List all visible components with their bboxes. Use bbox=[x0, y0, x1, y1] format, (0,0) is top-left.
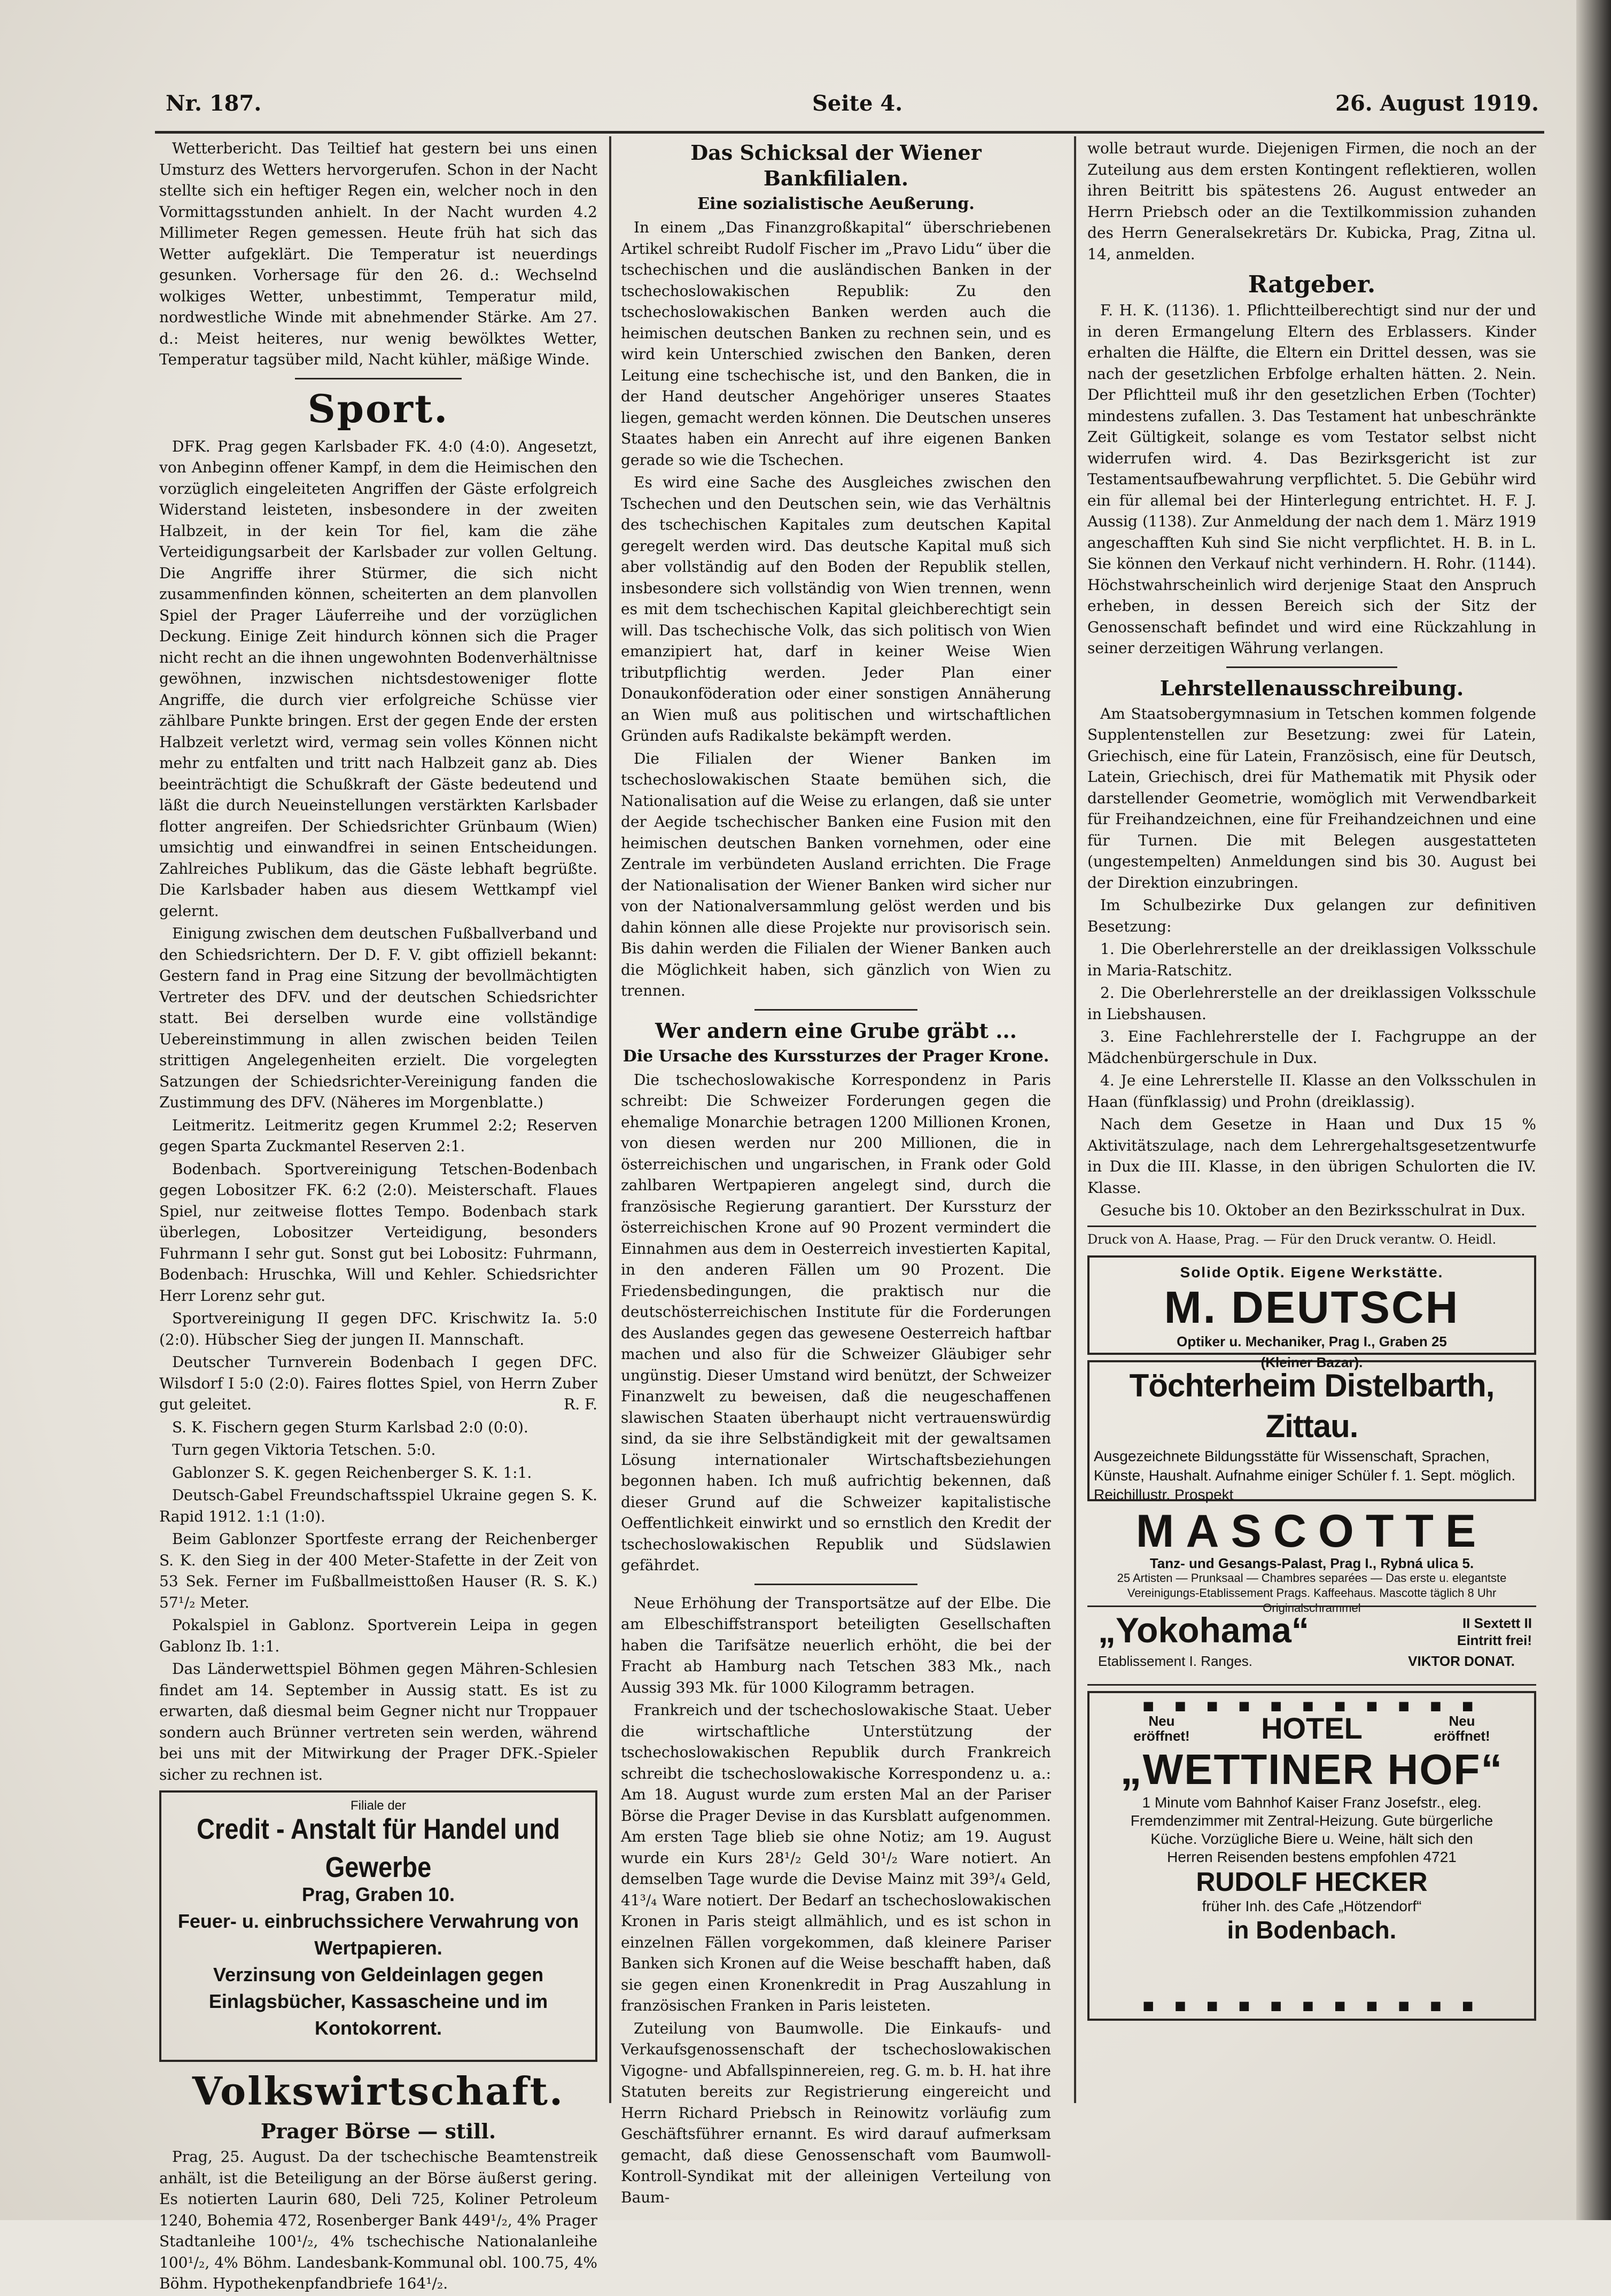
sport-paragraph: Beim Gablonzer Sportfeste errang der Reichenberger S. K. den Sieg in der 400 Meter-Stafette in der Zeit von 53 Sek. Ferner im Fußballmeisttoßen Hauser (R. S. K.) 57¹/₂ Meter. bbox=[159, 1530, 597, 1611]
ad-yoko-title: „Yokohama“ bbox=[1098, 1610, 1309, 1650]
advice-paragraph: F. H. K. (1136). 1. Pflichtteilberechtigt sind nur der und in deren Ermangelung Eltern des Erblassers. Kinder erhalten die Hälfte, die Eltern ein Drittel dessen, was sie nach der gesetzlichen Erbfolge erhalten hätten. 2. Nein. Der Pflichtteil muß ihr den gesetzlichen Erben (Tochter) mindestens zufallen. 3. Das Testament hat unbeschränkte Zeit Gültigkeit, solange es vom Testator selbst nicht widerrufen wird. 4. Das Bezirksgericht ist zur Testamentsaufbewahrung verpflichtet. 5. Die Gebühr wird ein für allemal bei der Hinterlegung entrichtet. H. F. J. Aussig (1138). Zur Anmeldung der nach dem 1. März 1919 angeschafften Kuh sind Sie nicht verpflichtet. H. B. in L. Sie können den Verkauf nicht verhindern. H. Rohr. (1144). Höchstwahrscheinlich wird derjenige Staat den Anspruch erheben, in dessen Bereich sich der Sitz der Genossenschaft befindet und wird eine Rückzahlung in seiner derzeitigen Währung verlangen. bbox=[1087, 301, 1536, 657]
ad-yoko-class: Etablissement I. Ranges. bbox=[1098, 1653, 1253, 1669]
ad-hotel-border-bottom: ■ ■ ■ ■ ■ ■ ■ ■ ■ ■ ■ bbox=[1142, 1995, 1481, 2016]
economy-subheading: Prager Börse — still. bbox=[260, 2119, 496, 2143]
economy-paragraph: Prag, 25. August. Da der tschechische Beamtenstreik anhält, ist die Beteiligung an der Börse äußerst gering. Es notierten Laurin 680, Deli 725, Koliner Petroleum 1240, Bohemia 472, Rosenberger Bank 449¹/₂, 4% Prager Stadtanleihe 100¹/₂, 4% tschechische Nationalanleihe 100¹/₂, 4% Böhm. Landesbank-Kommunal obl. 100.75, 4% Böhm. Hypothekenpfandbriefe 164¹/₂. bbox=[159, 2148, 597, 2292]
article-paragraph: In einem „Das Finanzgroßkapital“ überschriebenen Artikel schreibt Rudolf Fischer im „Pravo Lidu“ über die tschechischen und die ausländischen Banken in der tschechoslowakischen Republik: Zu den tschechoslowakischen Banken werden auch die heimischen deutschen Banken zu rechnen sein, und es wird kein Unterschied zwischen den Banken, deren Leitung eine tschechische ist, und den Banken, die in der Hand deutscher Angehöriger unseres Staates liegen, gemacht werden können. Die Deutschen unseres Staates haben ein Anrecht auf ihre eigenen Banken gerade so wie die Tschechen. bbox=[621, 219, 1051, 469]
sport-paragraph: Turn gegen Viktoria Tetschen. 5:0. bbox=[172, 1441, 436, 1459]
column-divider bbox=[609, 136, 611, 2103]
ad-toechter-text: Ausgezeichnete Bildungsstätte für Wissenschaft, Sprachen, Künste, Haushalt. Aufnahme einiger Schüler f. 1. Sept. möglich. Reichillustr. Prospekt bbox=[1094, 1448, 1516, 1503]
sport-paragraph: DFK. Prag gegen Karlsbader FK. 4:0 (4:0). Angesetzt, von Anbeginn offener Kampf, in dem die Heimischen den vorzüglich eingeleiteten Angriffen der Gäste erfolgreich Widerstand leisteten, insbesondere in der zweiten Halbzeit, in der kein Tor fiel, kam die zähe Verteidigungsarbeit der Karlsbader zur vollen Geltung. Die Angriffe ihrer Stürmer, die sich nicht zusammenfinden können, scheiterten an dem planvollen Spiel der Prager Läuferreihe und der vorzüglichen Deckung. Einige Zeit hindurch können sich die Prager nicht recht an die ihnen ungewohnten Bodenverhältnisse gewöhnen, inzwischen nichtsdestoweniger flotte Angriffe, die durch vier erfolgreiche Schüsse vier zählbare Punkte bringen. Erst der gegen Ende der ersten Halbzeit verletzt wird, vermag sein volles Können nicht mehr zu entfalten und tritt nach Halbzeit ganz ab. Dies beeinträchtigt die Schußkraft der Gäste bedeutend und läßt die durch Neueinstellungen verstärkten Karlsbader flotter angreifen. Der Schiedsrichter Grünbaum (Wien) umsichtig und einwandfrei in seinen Entscheidungen. Zahlreiches Publikum, das die Gäste lebhaft begrüßte. Die Karlsbader haben aus diesem Wettkampf viel gelernt. bbox=[159, 437, 597, 920]
ad-deutsch-name: M. DEUTSCH bbox=[1164, 1282, 1460, 1332]
vacancy-paragraph: Nach dem Gesetze in Haan und Dux 15 % Aktivitätszulage, nach dem Lehrergehaltsgesetzentwurfe in Dux die III. Klasse, in den übrigen Schulorten die IV. Klasse. bbox=[1087, 1115, 1536, 1197]
vacancy-heading: Lehrstellenausschreibung. bbox=[1159, 676, 1464, 700]
ad-toechterheim bbox=[1087, 1360, 1536, 1501]
issue-date: 26. August 1919. bbox=[1335, 91, 1539, 116]
ad-hotel-neu-left: Neu eröffnet! bbox=[1133, 1713, 1190, 1744]
column-middle bbox=[621, 138, 1051, 2209]
sport-paragraph-text: Deutscher Turnverein Bodenbach I gegen DFC. Wilsdorf I 5:0 (2:0). Faires flottes Spiel, von Herrn Zuber gut geleitet. bbox=[159, 1353, 597, 1413]
ad-credit-anstalt bbox=[159, 1790, 597, 2062]
ad-yoko-sub bbox=[1087, 1651, 1536, 1672]
ad-yokohama bbox=[1087, 1605, 1536, 1686]
sport-heading: Sport. bbox=[307, 385, 449, 431]
ad-credit-address: Prag, Graben 10. bbox=[301, 1883, 455, 1905]
article-paragraph: Die Filialen der Wiener Banken im tschechoslowakischen Staate bemühen sich, die Nationalisation auf die Weise zu erlangen, daß sie unter der Aegide tschechischer Banken eine Fusion mit den heimischen deutschen Banken vornehmen, oder eine Zentrale im verbündeten Ausland errichten. Die Frage der Nationalisation der Wiener Banken wird sicher nur von der Nationalversammlung gelöst werden und bis dahin können alle diese Projekte nur provisorisch sein. Bis dahin werden die Filialen der Wiener Banken auch die Möglichkeit haben, sich gänzlich von Wien zu trennen. bbox=[621, 749, 1051, 999]
separator bbox=[754, 1584, 918, 1585]
ad-hotel-text: 1 Minute vom Bahnhof Kaiser Franz Josefstr., eleg. Fremdenzimmer mit Zentral-Heizung. Gute bürgerliche Küche. Vorzügliche Biere u. Weine, hält sich den Herren Reisenden bestens empfohlen 4721 bbox=[1130, 1794, 1493, 1865]
ad-hotel-border-top: ■ ■ ■ ■ ■ ■ ■ ■ ■ ■ ■ bbox=[1142, 1695, 1481, 1717]
sport-paragraph: Deutsch-Gabel Freundschaftsspiel Ukraine gegen S. K. Rapid 1912. 1:1 (1:0). bbox=[159, 1486, 597, 1525]
page-number: Seite 4. bbox=[812, 91, 903, 116]
column-divider bbox=[1074, 136, 1076, 2103]
ad-credit-text2: Verzinsung von Geldeinlagen gegen Einlagsbücher, Kassascheine und im Kontokorrent. bbox=[208, 1964, 548, 2039]
sport-paragraph: Bodenbach. Sportvereinigung Tetschen-Bodenbach gegen Lobositzer FK. 6:2 (2:0). Meisterschaft. Flaues Spiel, nur zeitweise flottes Tempo. Bodenbach stark überlegen, Lobositzer Verteidigung, besonders Fuhrmann I sehr gut. Sonst gut bei Lobositz: Fuhrmann, Bodenbach: Hruschka, Will und Kehler. Schiedsrichter Herr Lorenz sehr gut. bbox=[159, 1160, 597, 1305]
separator bbox=[754, 1009, 918, 1011]
ad-hotel-city: in Bodenbach. bbox=[1227, 1916, 1397, 1944]
ad-hotel-neu-right: Neu eröffnet! bbox=[1434, 1713, 1490, 1744]
ad-hotel-former: früher Inh. des Cafe „Hötzendorf“ bbox=[1202, 1898, 1422, 1914]
printer-imprint: Druck von A. Haase, Prag. — Für den Druck verantw. O. Heidl. bbox=[1087, 1225, 1536, 1251]
separator bbox=[1226, 666, 1397, 668]
ad-toechter-title: Töchterheim Distelbarth, Zittau. bbox=[1129, 1368, 1495, 1444]
ad-deutsch-address: Optiker u. Mechaniker, Prag I., Graben 25 bbox=[1177, 1333, 1447, 1349]
vacancy-paragraph: 1. Die Oberlehrerstelle an der dreiklassigen Volksschule in Maria-Ratschitz. bbox=[1087, 940, 1536, 979]
sport-signature: R. F. bbox=[564, 1395, 597, 1413]
article-paragraph: Die tschechoslowakische Korrespondenz in Paris schreibt: Die Schweizer Forderungen gegen die ehemalige Monarchie betragen 1200 Millionen Kronen, von diesen werden nur 200 Millionen, die in österreichischen und ungarischen, in Frank oder Gold zahlbaren Wertpapieren angelegt sind, durch die französische Regierung garantiert. Der Kurssturz der österreichischen Krone auf 90 Prozent vermindert die Einnahmen aus dem in Oesterreich investierten Kapital, in den anderen Fällen um 90 Prozent. Die Friedensbedingungen, die praktisch nur die deutschösterreichischen Institute für die Forderungen des Auslandes gegen das gewesene Oesterreich haftbar machen und also für die Schweizer Gläubiger sehr ungünstig. Dieser Umstand wird benützt, der Schweizer Finanzwelt zu beweisen, daß die neugeschaffenen slawischen Staaten überhaupt nicht vertrauenswürdig sind, da sie ihre Selbständigkeit mit der gewaltsamen Lösung internationaler Wirtschaftsbeziehungen begonnen haben. Ich muß aufrichtig bekennen, daß dieser Grund auf die Schweizer kapitalistische Oeffentlichkeit einwirkt und so ernstlich den Kredit der tschechoslowakischen Republik und Südslawien gefährdet. bbox=[621, 1071, 1051, 1574]
economy-heading: Volkswirtschaft. bbox=[192, 2068, 565, 2114]
sport-paragraph: S. K. Fischern gegen Sturm Karlsbad 2:0 (0:0). bbox=[172, 1418, 528, 1436]
ad-mascotte-text: 25 Artisten — Prunksaal — Chambres separées — Das erste u. elegantste Vereinigungs-Etablissement Prags. Kaffeehaus. Mascotte täglich 8 Uhr Originalschrammel bbox=[1117, 1571, 1507, 1615]
article-paragraph: Frankreich und der tschechoslowakische Staat. Ueber die wirtschaftliche Unterstützung der tschechoslowakischen Republik durch Frankreich schreibt die tschechoslowakische Korrespondenz u. a.: Am 18. August wurde zum ersten Mal an der Pariser Börse die Prager Devise in das Kursblatt aufgenommen. Am ersten Tage blieb sie ohne Notiz; am 19. August wurde ein Kurs 28¹/₂ Geld 30¹/₂ Ware notiert. An demselben Tage wurde die Devise Mainz mit 39³/₄ Geld, 41³/₄ Ware notiert. Der Bedarf an tschechoslowakischen Kronen in Paris steigt allmählich, und es ist schon in einzelnen Fällen vorgekommen, daß kleinere Pariser Banken sich Kronen auf die Weise beschafft haben, daß sie gegen einen Kronenkredit in Prag Auszahlung in französischen Franken in Paris leisteten. bbox=[621, 1701, 1051, 2014]
advice-heading: Ratgeber. bbox=[1248, 271, 1376, 298]
article-paragraph: Neue Erhöhung der Transportsätze auf der Elbe. Die am Elbeschiffstransport beteiligten Gesellschaften haben die Tarifsätze neuerlich erhöht, die bei der Fracht ab Hamburg nach Tetschen 383 Mk., nach Aussig 393 Mk. für 1000 Kilogramm betragen. bbox=[621, 1594, 1051, 1696]
ad-hotel-wettiner-hof bbox=[1087, 1691, 1536, 2021]
ad-yoko-owner: VIKTOR DONAT. bbox=[1408, 1653, 1515, 1669]
ad-deutsch-location: (Kleiner Bazar). bbox=[1260, 1354, 1363, 1370]
sport-paragraph: Das Länderwettspiel Böhmen gegen Mähren-Schlesien findet am 14. September in Aussig statt. Es ist zu erwarten, daß diesmal beim Gegner nicht nur Troppauer sondern auch Brünner vertreten sein werden, während bei uns mit der Mitwirkung der Prager DFK.-Spieler sicher zu rechnen ist. bbox=[159, 1660, 597, 1783]
scan-edge-shadow bbox=[1576, 0, 1611, 2220]
issue-number: Nr. 187. bbox=[166, 91, 262, 116]
vacancy-paragraph: Gesuche bis 10. Oktober an den Bezirksschulrat in Dux. bbox=[1100, 1201, 1526, 1219]
ad-hotel-name: „WETTINER HOF“ bbox=[1120, 1746, 1504, 1793]
ad-mascotte-title: MASCOTTE bbox=[1135, 1506, 1488, 1557]
ad-credit-title: Credit - Anstalt für Handel und Gewerbe bbox=[197, 1812, 560, 1883]
article-paragraph: Es wird eine Sache des Ausgleiches zwischen den Tschechen und den Deutschen sein, wie das Verhältnis des tschechischen Kapitales zum deutschen Kapital geregelt werden wird. Das deutsche Kapital muß sich aber vollständig auf den Boden der Republik stellen, insbesondere sich vollständig von Wien trennen, wenn es mit dem tschechischen Kapital gleichberechtigt sein will. Das tschechische Volk, das sich politisch von Wien emanzipiert hat, darf in keiner Weise Wien tributpflichtig werden. Jeder Plan einer Donaukonföderation oder einer sonstigen Annäherung an Wien muß aus politischen und wirtschaftlichen Gründen aufs Radikalste bekämpft werden. bbox=[621, 474, 1051, 744]
sport-paragraph: Pokalspiel in Gablonz. Sportverein Leipa in gegen Gablonz Ib. 1:1. bbox=[159, 1616, 597, 1655]
article-heading: Das Schicksal der Wiener Bankfilialen. bbox=[690, 141, 982, 190]
article-subheading: Eine sozialistische Aeußerung. bbox=[697, 195, 975, 213]
ad-yoko-eintritt: Eintritt frei! bbox=[1457, 1632, 1532, 1648]
ad-hotel-h1: HOTEL bbox=[1261, 1711, 1363, 1745]
vacancy-paragraph: 3. Eine Fachlehrerstelle der I. Fachgruppe an der Mädchenbürgerschule in Dux. bbox=[1087, 1028, 1536, 1067]
article-paragraph: wolle betraut wurde. Diejenigen Firmen, die noch an der Zuteilung aus dem ersten Kontingent reflektieren, wollen ihren Beitritt bis spätestens 26. August entweder an Herrn Priebsch oder an die Textilkommission zuhanden des Herrn Generalsekretärs Dr. Kubicka, Prag, Zitna ul. 14, anmelden. bbox=[1087, 139, 1536, 263]
ad-m-deutsch bbox=[1087, 1255, 1536, 1370]
vacancy-paragraph: 4. Je eine Lehrerstelle II. Klasse an den Volksschulen in Haan (fünfklassig) und Prohn (dreiklassig). bbox=[1087, 1072, 1536, 1111]
ad-hotel-top-row bbox=[1089, 1711, 1534, 1746]
ad-credit-line1: Filiale der bbox=[350, 1798, 407, 1813]
article-paragraph: Zuteilung von Baumwolle. Die Einkaufs- und Verkaufsgenossenschaft der tschechoslowakischen Vigogne- und Abfallspinnereien, reg. G. m. b. H. hat ihre Statuten bereits zur Registrierung eingereicht und Herrn Richard Priebsch in Reinowitz vorläufig zum Geschäftsführer ernannt. Es wird darauf aufmerksam gemacht, daß diese Genossenschaft vom Baumwoll-Kontroll-Syndikat mit der alleinigen Verteilung von Baum- bbox=[621, 2019, 1051, 2206]
sport-paragraph bbox=[159, 1352, 597, 1415]
sport-paragraph: Sportvereinigung II gegen DFC. Krischwitz Ia. 5:0 (2:0). Hübscher Sieg der jungen II. Mannschaft. bbox=[159, 1309, 597, 1348]
page-header bbox=[160, 80, 1550, 123]
ad-yoko-sextett: II Sextett II bbox=[1462, 1615, 1532, 1631]
article-heading: Wer andern eine Grube gräbt ... bbox=[655, 1018, 1017, 1043]
vacancy-paragraph: Am Staatsobergymnasium in Tetschen kommen folgende Supplentenstellen zur Besetzung: zwei für Latein, Griechisch, eine für Latein, Französisch, eine für Deutsch, Latein, Griechisch, drei für Mathematik mit Physik oder darstellender Geometrie, womöglich mit Verwendbarkeit für Freihandzeichnen, eine für Freihandzeichnen und eine für Turnen. Die mit Belegen ausgestatteten (ungestempelten) Anmeldungen sind bis 30. August bei der Direktion einzubringen. bbox=[1087, 704, 1536, 891]
sport-paragraph: Einigung zwischen dem deutschen Fußballverband und den Schiedsrichtern. Der D. F. V. gibt offiziell bekannt: Gestern fand in Prag eine Sitzung der bevollmächtigten Vertreter des DFV. und der deutschen Schiedsrichter statt. Bei derselben wurde eine vollständige Uebereinstimmung in allen zwischen beiden Teilen strittigen Angelegenheiten erzielt. Die vorgelegten Satzungen der Schiedsrichter-Vereinigung fanden die Zustimmung des DFV. (Näheres im Morgenblatte.) bbox=[159, 925, 597, 1111]
vacancy-paragraph: Im Schulbezirke Dux gelangen zur definitiven Besetzung: bbox=[1087, 896, 1536, 935]
separator bbox=[295, 378, 462, 379]
ad-deutsch-tagline: Solide Optik. Eigene Werkstätte. bbox=[1180, 1264, 1444, 1281]
sport-paragraph: Leitmeritz. Leitmeritz gegen Krummel 2:2; Reserven gegen Sparta Zuckmantel Reserven 2:1. bbox=[159, 1116, 597, 1155]
ad-mascotte bbox=[1087, 1506, 1536, 1615]
column-left bbox=[159, 138, 597, 2296]
weather-report: Wetterbericht. Das Teiltief hat gestern bei uns einen Umsturz des Wetters hervorgerufen. Schon in der Nacht stellte sich ein heftiger Regen ein, welcher noch in den Vormittagsstunden anhielt. In der Nacht wurden 4.2 Millimeter Regen gemessen. Heute früh hat sich das Wetter aufgeklärt. Die Temperatur ist neuerdings gesunken. Vorhersage für den 26. d.: Wechselnd wolkiges Wetter, unbestimmt, Temperatur mild, nordwestliche Winde mit abnehmender Stärke. Am 27. d.: Meist heiteres, nur wenig bewölktes Wetter, Temperatur tagsüber mild, Nacht kühler, mäßige Winde. bbox=[159, 139, 597, 368]
article-subheading: Die Ursache des Kurssturzes der Prager Krone. bbox=[622, 1046, 1049, 1066]
ad-hotel-owner: RUDOLF HECKER bbox=[1196, 1867, 1428, 1897]
sport-paragraph: Gablonzer S. K. gegen Reichenberger S. K. 1:1. bbox=[172, 1463, 532, 1481]
header-rule bbox=[155, 131, 1544, 134]
ad-credit-text1: Feuer- u. einbruchssichere Verwahrung von Wertpapieren. bbox=[177, 1910, 579, 1959]
ad-mascotte-sub: Tanz- und Gesangs-Palast, Prag I., Rybná ulica 5. bbox=[1149, 1555, 1474, 1571]
column-right bbox=[1087, 138, 1536, 2026]
vacancy-paragraph: 2. Die Oberlehrerstelle an der dreiklassigen Volksschule in Liebshausen. bbox=[1087, 984, 1536, 1023]
